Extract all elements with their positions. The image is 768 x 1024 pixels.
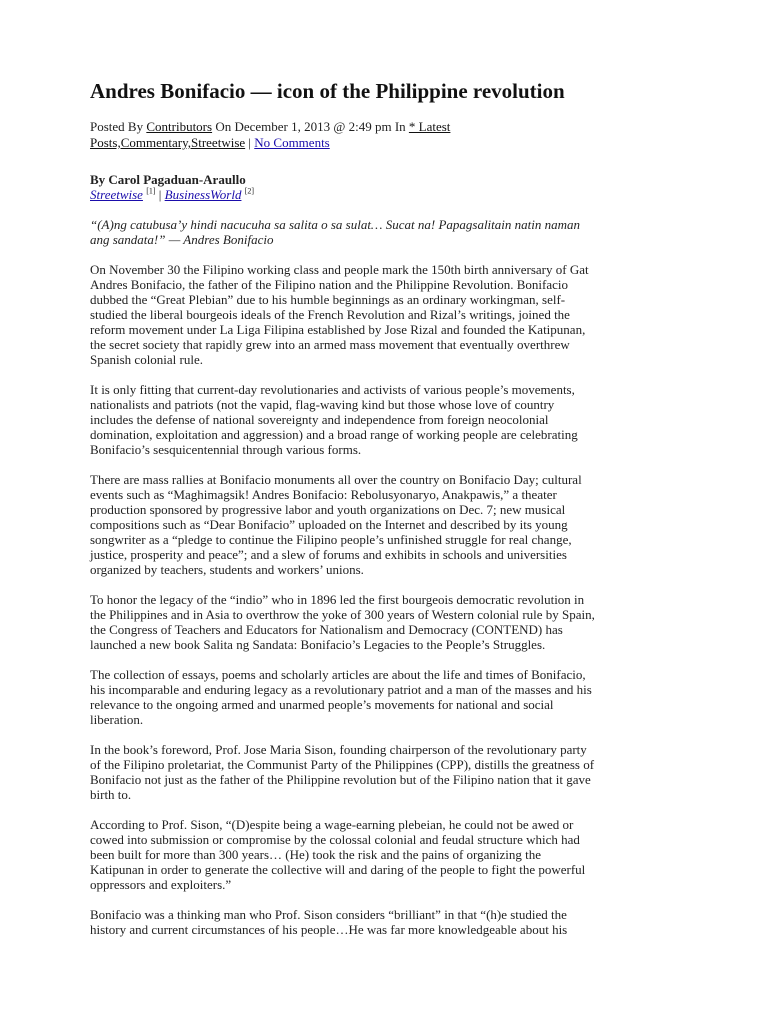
- source-ref-1: [1]: [146, 186, 156, 196]
- post-meta-line-2: [90, 135, 690, 151]
- paragraph-line: According to Prof. Sison, “(D)espite being a wage-earning plebeian, he could not be awed or: [90, 817, 574, 832]
- body-paragraph: [90, 262, 690, 367]
- paragraph-line: includes the defense of national sovereignty and independence from foreign neocolonial: [90, 412, 549, 427]
- paragraph-line: dubbed the “Great Plebian” due to his humble beginnings as an ordinary workingman, self-: [90, 292, 566, 307]
- body-paragraph: [90, 592, 690, 652]
- paragraph-line: cowed into submission or compromise by the colossal colonial and feudal structure which had: [90, 832, 580, 847]
- paragraph-line: history and current circumstances of his people…He was far more knowledgeable about his: [90, 922, 568, 937]
- body-paragraph: [90, 382, 690, 457]
- body-paragraph: [90, 472, 690, 577]
- paragraph-line: songwriter as a “pledge to continue the Filipino people’s unfinished struggle for real change,: [90, 532, 572, 547]
- body-paragraph: [90, 907, 690, 937]
- article: [90, 76, 690, 937]
- paragraph-line: relevance to the ongoing armed and unarmed people’s movements for national and social: [90, 697, 554, 712]
- article-body: [90, 262, 690, 937]
- category-link-continued[interactable]: Posts,Commentary,Streetwise: [90, 135, 246, 150]
- paragraph-line: launched a new book Salita ng Sandata: Bonifacio’s Legacies to the People’s Struggles.: [90, 637, 546, 652]
- posted-by-label: Posted By: [90, 119, 147, 134]
- paragraph-line: studied the liberal bourgeois ideals of the French Revolution and Rizal’s writings, joined the: [90, 307, 570, 322]
- comments-link[interactable]: No Comments: [254, 135, 330, 150]
- paragraph-line: reform movement under La Liga Filipina established by Jose Rizal and founded the Katipunan,: [90, 322, 586, 337]
- source-link-streetwise[interactable]: Streetwise: [90, 187, 143, 202]
- paragraph-line: nationalists and patriots (not the vapid, flag-waving kind but those whose love of country: [90, 397, 555, 412]
- paragraph-line: The collection of essays, poems and scholarly articles are about the life and times of Bonifacio,: [90, 667, 586, 682]
- paragraph-line: liberation.: [90, 712, 144, 727]
- paragraph-line: domination, exploitation and aggression) and a broad range of working people are celebrating: [90, 427, 578, 442]
- paragraph-line: production sponsored by progressive labor and youth organizations on Dec. 7; new musical: [90, 502, 566, 517]
- quote-line: “(A)ng catubusa’y hindi nacucuha sa salita o sa sulat… Sucat na! Papagsalitain natin naman: [90, 217, 581, 232]
- paragraph-line: of the Filipino proletariat, the Communist Party of the Philippines (CPP), distills the greatness of: [90, 757, 595, 772]
- paragraph-line: Bonifacio was a thinking man who Prof. Sison considers “brilliant” in that “(h)e studied the: [90, 907, 567, 922]
- author-link[interactable]: Contributors: [146, 119, 213, 134]
- body-paragraph: [90, 817, 690, 892]
- paragraph-line: Katipunan in order to generate the collective will and daring of the people to fight the powerful: [90, 862, 586, 877]
- paragraph-line: organized by teachers, students and workers’ unions.: [90, 562, 364, 577]
- paragraph-line: On November 30 the Filipino working class and people mark the 150th birth anniversary of Gat: [90, 262, 589, 277]
- byline-sources: [90, 187, 690, 202]
- paragraph-line: To honor the legacy of the “indio” who in 1896 led the first bourgeois democratic revolution in: [90, 592, 585, 607]
- category-link[interactable]: * Latest: [408, 119, 451, 134]
- paragraph-line: justice, prosperity and peace”; and a slew of forums and exhibits in schools and universities: [90, 547, 567, 562]
- source-ref-2: [2]: [244, 186, 255, 196]
- post-meta: [90, 119, 690, 151]
- paragraph-line: Bonifacio not just as the father of the Philippine revolution but of the Filipino nation that it gave: [90, 772, 591, 787]
- source-divider: |: [155, 187, 165, 202]
- paragraph-line: In the book’s foreword, Prof. Jose Maria Sison, founding chairperson of the revolutionary party: [90, 742, 587, 757]
- meta-separator: |: [245, 135, 255, 150]
- paragraph-line: the Philippines and in Asia to overthrow the yoke of 300 years of Western colonial rule by Spain,: [90, 607, 595, 622]
- paragraph-line: Spanish colonial rule.: [90, 352, 204, 367]
- paragraph-line: Andres Bonifacio, the father of the Filipino nation and the Philippine Revolution. Bonifacio: [90, 277, 569, 292]
- body-paragraph: [90, 742, 690, 802]
- source-link-businessworld[interactable]: BusinessWorld: [164, 187, 242, 202]
- paragraph-line: events such as “Maghimagsik! Andres Bonifacio: Rebolusyonaryo, Anakpawis,” a theater: [90, 487, 557, 502]
- post-date: On December 1, 2013 @ 2:49 pm In: [212, 119, 409, 134]
- post-meta-line-1: [90, 119, 690, 135]
- paragraph-line: his incomparable and enduring legacy as a revolutionary patriot and a man of the masses and his: [90, 682, 592, 697]
- article-title: Andres Bonifacio — icon of the Philippine revolution: [90, 79, 565, 103]
- paragraph-line: the Congress of Teachers and Educators for Nationalism and Democracy (CONTEND) has: [90, 622, 563, 637]
- byline: [90, 172, 690, 202]
- paragraph-line: been built for more than 300 years… (He) took the risk and the pains of organizing the: [90, 847, 542, 862]
- paragraph-line: oppressors and exploiters.”: [90, 877, 232, 892]
- paragraph-line: the secret society that rapidly grew into an armed mass movement that eventually overthrew: [90, 337, 570, 352]
- epigraph-quote: [90, 217, 690, 247]
- paragraph-line: compositions such as “Dear Bonifacio” uploaded on the Internet and described by its young: [90, 517, 568, 532]
- paragraph-line: There are mass rallies at Bonifacio monuments all over the country on Bonifacio Day; cultural: [90, 472, 582, 487]
- byline-author: By Carol Pagaduan-Araullo: [90, 172, 246, 187]
- body-paragraph: [90, 667, 690, 727]
- quote-line: ang sandata!” — Andres Bonifacio: [90, 232, 274, 247]
- paragraph-line: birth to.: [90, 787, 132, 802]
- paragraph-line: It is only fitting that current-day revolutionaries and activists of various people’s movements,: [90, 382, 575, 397]
- paragraph-line: Bonifacio’s sesquicentennial through various forms.: [90, 442, 362, 457]
